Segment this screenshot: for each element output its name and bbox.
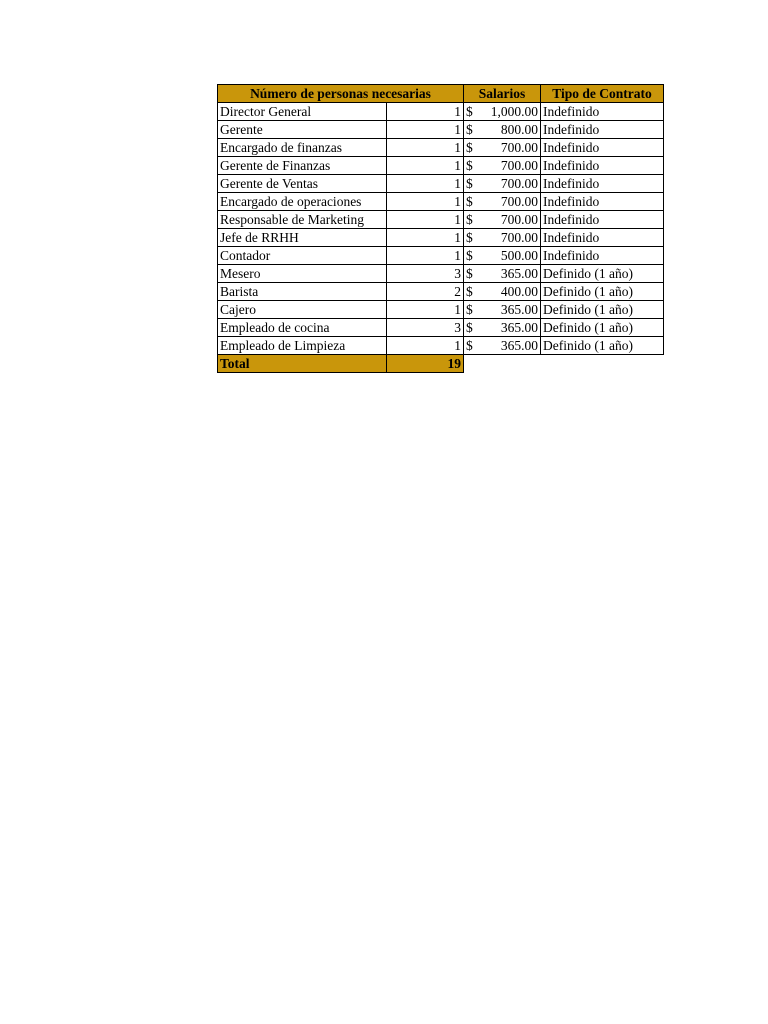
currency-symbol: $ [466, 320, 473, 335]
table-body [218, 103, 664, 373]
role-cell: Gerente [218, 121, 387, 139]
salary-cell [464, 247, 541, 265]
currency-symbol: $ [466, 176, 473, 191]
salary-cell [464, 211, 541, 229]
header-personnel: Número de personas necesarias [218, 85, 464, 103]
currency-symbol: $ [466, 104, 473, 119]
contract-type-cell: Definido (1 año) [541, 301, 664, 319]
total-label: Total [218, 355, 387, 373]
salary-amount: 700.00 [500, 140, 538, 155]
empty-cell [541, 355, 664, 373]
contract-type-cell: Definido (1 año) [541, 283, 664, 301]
salary-amount: 365.00 [500, 302, 538, 317]
staffing-table [217, 84, 664, 373]
contract-type-cell: Indefinido [541, 175, 664, 193]
table-row [218, 139, 664, 157]
quantity-cell: 1 [387, 337, 464, 355]
salary-amount: 1,000.00 [490, 104, 538, 119]
contract-type-cell: Indefinido [541, 247, 664, 265]
contract-type-cell: Indefinido [541, 193, 664, 211]
contract-type-cell: Definido (1 año) [541, 319, 664, 337]
quantity-cell: 1 [387, 211, 464, 229]
salary-amount: 365.00 [500, 320, 538, 335]
role-cell: Barista [218, 283, 387, 301]
currency-symbol: $ [466, 284, 473, 299]
currency-symbol: $ [466, 302, 473, 317]
table-row [218, 211, 664, 229]
contract-type-cell: Indefinido [541, 139, 664, 157]
currency-symbol: $ [466, 230, 473, 245]
table-row [218, 175, 664, 193]
contract-type-cell: Indefinido [541, 103, 664, 121]
quantity-cell: 3 [387, 265, 464, 283]
table-row [218, 103, 664, 121]
quantity-cell: 1 [387, 301, 464, 319]
salary-cell [464, 193, 541, 211]
total-row [218, 355, 664, 373]
salary-amount: 700.00 [500, 212, 538, 227]
header-contract: Tipo de Contrato [541, 85, 664, 103]
header-salary: Salarios [464, 85, 541, 103]
table-row [218, 121, 664, 139]
currency-symbol: $ [466, 158, 473, 173]
currency-symbol: $ [466, 338, 473, 353]
total-quantity: 19 [387, 355, 464, 373]
quantity-cell: 1 [387, 157, 464, 175]
role-cell: Jefe de RRHH [218, 229, 387, 247]
salary-amount: 700.00 [500, 176, 538, 191]
table-row [218, 283, 664, 301]
contract-type-cell: Indefinido [541, 157, 664, 175]
role-cell: Gerente de Ventas [218, 175, 387, 193]
header-row [218, 85, 664, 103]
table-row [218, 157, 664, 175]
contract-type-cell: Indefinido [541, 229, 664, 247]
quantity-cell: 1 [387, 121, 464, 139]
quantity-cell: 3 [387, 319, 464, 337]
table-row [218, 247, 664, 265]
salary-cell [464, 157, 541, 175]
quantity-cell: 1 [387, 175, 464, 193]
quantity-cell: 2 [387, 283, 464, 301]
salary-cell [464, 103, 541, 121]
role-cell: Empleado de cocina [218, 319, 387, 337]
salary-cell [464, 337, 541, 355]
salary-cell [464, 265, 541, 283]
salary-amount: 365.00 [500, 338, 538, 353]
currency-symbol: $ [466, 266, 473, 281]
salary-cell [464, 121, 541, 139]
empty-cell [464, 355, 541, 373]
role-cell: Contador [218, 247, 387, 265]
salary-cell [464, 229, 541, 247]
contract-type-cell: Indefinido [541, 211, 664, 229]
currency-symbol: $ [466, 194, 473, 209]
salary-amount: 800.00 [500, 122, 538, 137]
salary-amount: 400.00 [500, 284, 538, 299]
salary-amount: 365.00 [500, 266, 538, 281]
role-cell: Cajero [218, 301, 387, 319]
table-row [218, 337, 664, 355]
role-cell: Responsable de Marketing [218, 211, 387, 229]
currency-symbol: $ [466, 212, 473, 227]
salary-amount: 700.00 [500, 194, 538, 209]
salary-amount: 700.00 [500, 158, 538, 173]
table-row [218, 265, 664, 283]
quantity-cell: 1 [387, 229, 464, 247]
role-cell: Gerente de Finanzas [218, 157, 387, 175]
salary-cell [464, 319, 541, 337]
salary-cell [464, 139, 541, 157]
role-cell: Encargado de finanzas [218, 139, 387, 157]
role-cell: Director General [218, 103, 387, 121]
currency-symbol: $ [466, 140, 473, 155]
salary-cell [464, 283, 541, 301]
role-cell: Empleado de Limpieza [218, 337, 387, 355]
salary-amount: 500.00 [500, 248, 538, 263]
contract-type-cell: Indefinido [541, 121, 664, 139]
currency-symbol: $ [466, 248, 473, 263]
salary-amount: 700.00 [500, 230, 538, 245]
contract-type-cell: Definido (1 año) [541, 265, 664, 283]
table-row [218, 229, 664, 247]
table-row [218, 319, 664, 337]
quantity-cell: 1 [387, 139, 464, 157]
salary-cell [464, 301, 541, 319]
role-cell: Encargado de operaciones [218, 193, 387, 211]
currency-symbol: $ [466, 122, 473, 137]
salary-cell [464, 175, 541, 193]
quantity-cell: 1 [387, 193, 464, 211]
contract-type-cell: Definido (1 año) [541, 337, 664, 355]
table-row [218, 193, 664, 211]
table-row [218, 301, 664, 319]
quantity-cell: 1 [387, 103, 464, 121]
role-cell: Mesero [218, 265, 387, 283]
quantity-cell: 1 [387, 247, 464, 265]
